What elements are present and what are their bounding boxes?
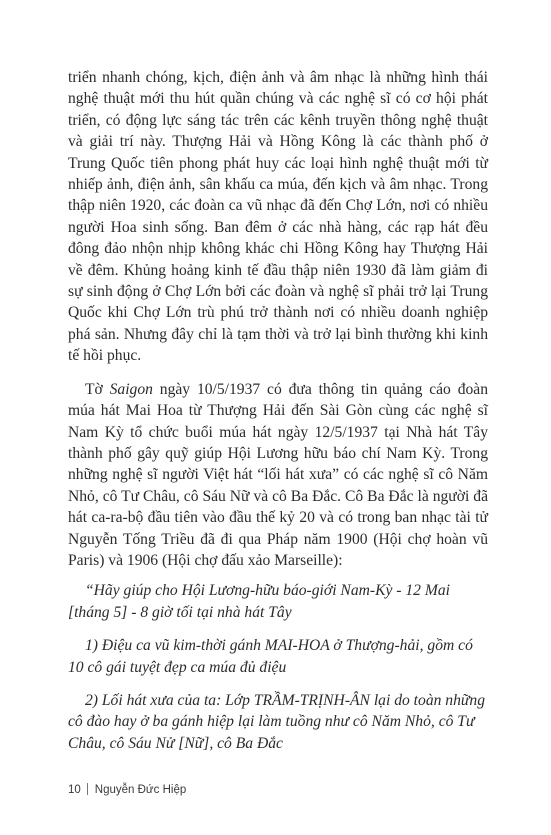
author-name: Nguyễn Đức Hiệp xyxy=(94,784,187,796)
body-text xyxy=(68,67,488,754)
page-footer xyxy=(68,783,186,796)
quote-item-2: 2) Lối hát xưa của ta: Lớp TRẦM-TRỊNH-ÂN lại do toàn những cô đào hay ở ba gánh hiệp lại làm tuồng như cô Năm Nhỏ, cô Tư Châu, cô Sáu Nử [Nữ], cô Ba Đắc xyxy=(68,691,486,752)
paragraph-continuation: triển nhanh chóng, kịch, điện ảnh và âm nhạc là những hình thái nghệ thuật mới thu hút quần chúng và các nghệ sĩ có cơ hội phát triển, có động lực sáng tác trên các kênh truyền thông nghệ thuật và giải trí này. Thượng Hải và Hồng Kông là các thành phố ở Trung Quốc tiên phong phát huy các loại hình nghệ thuật mới từ nhiếp ảnh, điện ảnh, sân khấu ca múa, đến kịch và âm nhạc. Trong thập niên 1920, các đoàn ca vũ nhạc đã đến Chợ Lớn, nơi có nhiều người Hoa sinh sống. Ban đêm ở các nhà hàng, các rạp hát đều đông đảo nhộn nhịp không khác chi Hồng Kông hay Thượng Hải về đêm. Khủng hoảng kinh tế đầu thập niên 1930 đã làm giảm đi sự sinh động ở Chợ Lớn bởi các đoàn và nghệ sĩ phải trở lại Trung Quốc khi Chợ Lớn trù phú trở thành nơi có nhiều doanh nghiệp phá sản. Nhưng đây chỉ là tạm thời và trở lại bình thường khi kinh tế hồi phục. xyxy=(68,69,488,365)
paragraph-lead-text: Tờ xyxy=(85,380,110,398)
paragraph-saigon-newspaper xyxy=(68,379,488,572)
page-number: 10 xyxy=(68,784,81,796)
quote-item-1: 1) Điệu ca vũ kim-thời gánh MAI-HOA ở Thượng-hải, gồm có 10 cô gái tuyệt đẹp ca múa đủ điệu xyxy=(68,637,473,676)
footer-divider xyxy=(87,783,88,795)
quote-heading: “Hãy giúp cho Hội Lương-hữu báo-giới Nam-Kỳ - 12 Mai [tháng 5] - 8 giờ tối tại nhà hát Tây xyxy=(68,582,450,621)
newspaper-title: Saigon xyxy=(109,380,153,398)
paragraph-body-text: ngày 10/5/1937 có đưa thông tin quảng cáo đoàn múa hát Mai Hoa từ Thượng Hải đến Sài Gòn cùng các nghệ sĩ Nam Kỳ tổ chức buổi múa hát ngày 12/5/1937 tại Nhà hát Tây thành phố gây quỹ giúp Hội Lương hữu báo chí Nam Kỳ. Trong những nghệ sĩ người Việt hát “lối hát xưa” có các nghệ sĩ cô Năm Nhỏ, cô Tư Châu, cô Sáu Nữ và cô Ba Đắc. Cô Ba Đắc là người đã hát ca-ra-bộ đầu tiên vào đầu thế kỷ 20 và có trong ban nhạc tài tử Nguyễn Tống Triều đã đi qua Pháp năm 1900 (Hội chợ hoàn vũ Paris) và 1906 (Hội chợ đấu xảo Marseille): xyxy=(68,380,489,569)
